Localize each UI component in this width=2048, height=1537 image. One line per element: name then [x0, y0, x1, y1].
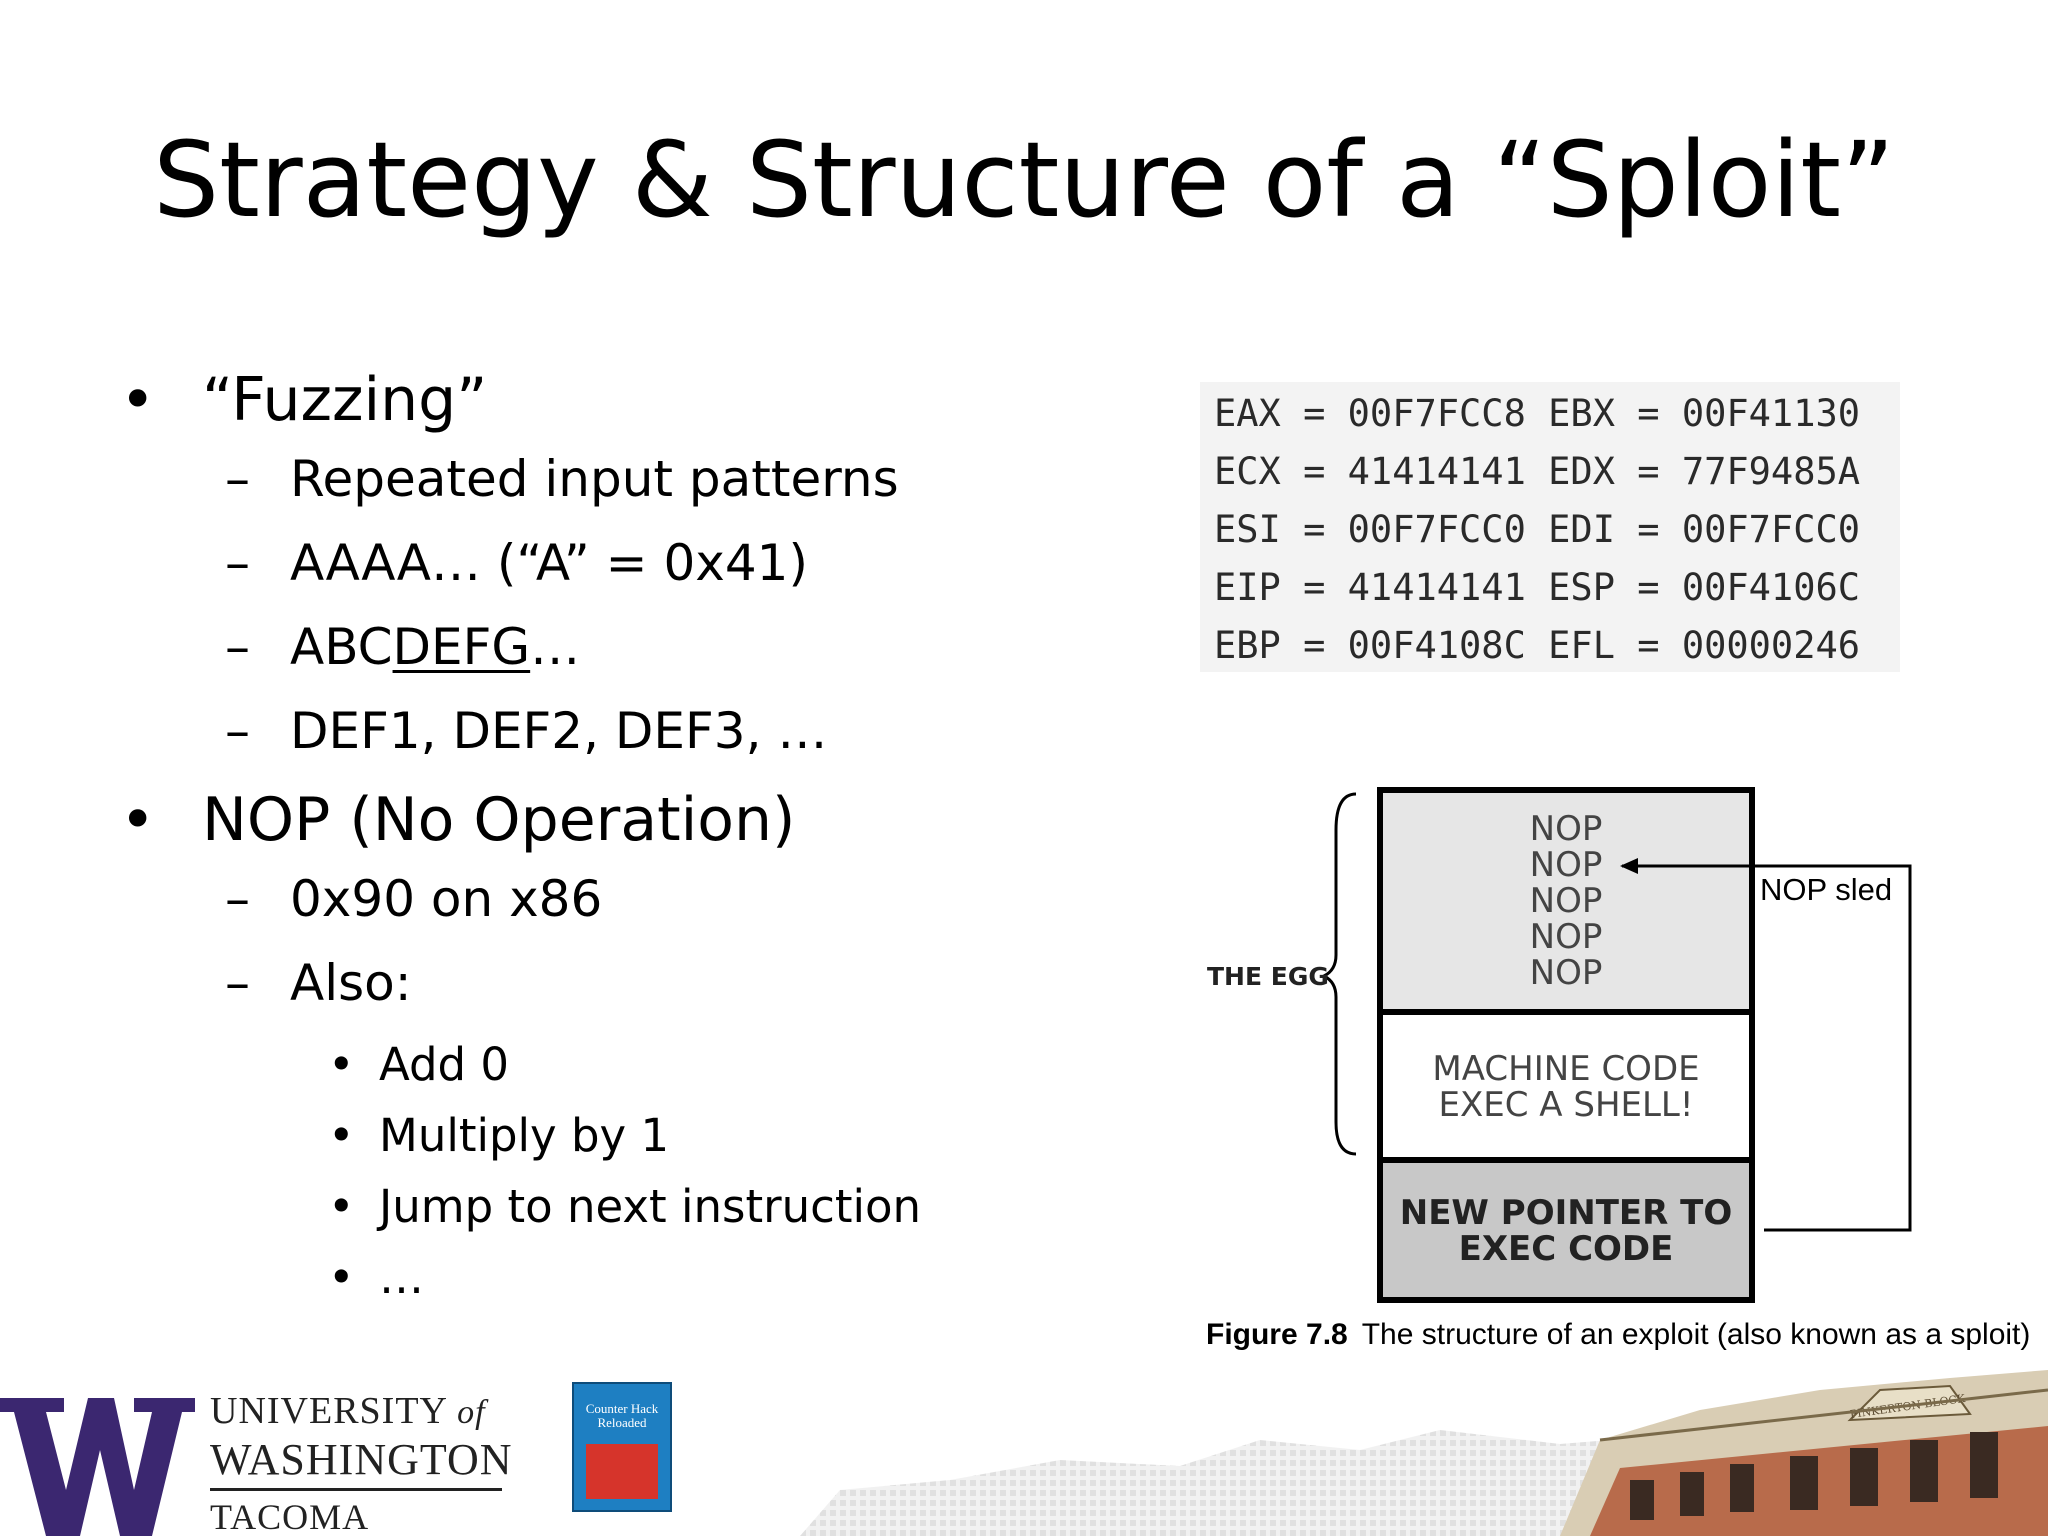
register-name: EFL	[1548, 624, 1615, 667]
slide-title: Strategy & Structure of a “Sploit”	[153, 119, 1895, 241]
sub-sub-bullet-ellipsis	[120, 1251, 1180, 1305]
footer-building-art	[800, 1370, 2048, 1536]
sub-sub-bullet-label: Add 0	[379, 1038, 510, 1091]
pointer-line: EXEC CODE	[1458, 1229, 1674, 1269]
register-name: EBX	[1548, 392, 1615, 435]
nop-line: NOP	[1529, 845, 1603, 885]
dash-marker: –	[225, 954, 250, 1012]
pinkerton-block-building-icon	[1560, 1370, 2048, 1536]
register-row: EIP = 41414141 ESP = 00F4106C	[1214, 566, 1861, 609]
sub-bullet-label: Also:	[290, 954, 412, 1012]
register-name: EDI	[1548, 508, 1615, 551]
register-value: 00F7FCC8	[1347, 392, 1526, 435]
register-row: EAX = 00F7FCC8 EBX = 00F41130	[1214, 392, 1861, 435]
underlined-defg: DEFG	[392, 618, 531, 676]
uw-w-logo-icon	[0, 1398, 195, 1536]
figure-caption	[1206, 1318, 2030, 1352]
sub-sub-bullet-jump	[120, 1180, 1180, 1234]
register-name: EAX	[1214, 392, 1281, 435]
register-value: 00000246	[1681, 624, 1861, 667]
figure-caption-text: The structure of an exploit (also known as a sploit)	[1361, 1318, 2031, 1351]
bullet-marker: •	[120, 785, 156, 855]
sub-sub-bullet-label: …	[379, 1251, 424, 1304]
nop-line: NOP	[1529, 917, 1603, 957]
nop-line: NOP	[1529, 953, 1603, 993]
uw-washington: WASHINGTON	[210, 1438, 502, 1491]
bullet-marker: •	[328, 1180, 355, 1233]
register-name: EBP	[1214, 624, 1281, 667]
nop-sled-label: NOP sled	[1760, 872, 1893, 907]
register-name: EDX	[1548, 450, 1615, 493]
uw-of: of	[457, 1394, 486, 1431]
dash-marker: –	[225, 450, 250, 508]
register-row: EBP = 00F4108C EFL = 00000246	[1214, 624, 1861, 667]
bullet-fuzzing	[120, 365, 1180, 435]
uw-university: UNIVERSITY	[210, 1390, 447, 1432]
sub-sub-bullet-multiply	[120, 1109, 1180, 1163]
register-name: ECX	[1214, 450, 1281, 493]
sub-bullet-label: 0x90 on x86	[290, 870, 603, 928]
bullet-marker: •	[328, 1109, 355, 1162]
egg-label: THE EGG	[1207, 962, 1329, 991]
dash-marker: –	[225, 618, 250, 676]
register-value: 00F7FCC0	[1681, 508, 1861, 551]
register-row: ECX = 41414141 EDX = 77F9485A	[1214, 450, 1861, 493]
uw-wordmark	[210, 1390, 513, 1537]
book-cover-art	[586, 1444, 658, 1499]
sub-bullet-label-abc: ABC	[290, 618, 393, 676]
faded-skyline	[800, 1430, 1700, 1536]
uw-tacoma: TACOMA	[210, 1497, 370, 1537]
book-cover	[572, 1382, 672, 1512]
bullet-marker: •	[328, 1251, 355, 1304]
figure-number: Figure 7.8	[1206, 1318, 1348, 1351]
bullet-list	[120, 365, 1180, 1326]
sub-sub-bullet-label: Jump to next instruction	[379, 1180, 922, 1233]
sub-sub-bullet-add-0	[120, 1038, 1180, 1092]
register-dump	[1200, 382, 1900, 672]
sub-bullet-label: DEF1, DEF2, DEF3, …	[290, 702, 828, 760]
sub-bullet-abcdefg	[120, 618, 1180, 678]
dash-marker: –	[225, 702, 250, 760]
sub-bullet-0x90	[120, 870, 1180, 930]
register-value: 00F41130	[1681, 392, 1861, 435]
nop-line: NOP	[1529, 809, 1603, 849]
register-value: 41414141	[1347, 450, 1526, 493]
sub-bullet-def-series	[120, 702, 1180, 762]
register-name: EIP	[1214, 566, 1281, 609]
register-value: 77F9485A	[1681, 450, 1861, 493]
bullet-nop	[120, 785, 1180, 855]
register-value: 00F7FCC0	[1347, 508, 1526, 551]
register-name: ESP	[1548, 566, 1615, 609]
register-value: 00F4108C	[1347, 624, 1526, 667]
sub-bullet-also	[120, 954, 1180, 1014]
bullet-marker: •	[120, 365, 156, 435]
sub-bullet-repeated-patterns	[120, 450, 1180, 510]
machine-code-line: MACHINE CODE	[1432, 1049, 1700, 1089]
dash-marker: –	[225, 870, 250, 928]
bullet-marker: •	[328, 1038, 355, 1091]
machine-code-line: EXEC A SHELL!	[1438, 1085, 1694, 1125]
ellipsis: …	[530, 618, 581, 676]
register-value: 41414141	[1347, 566, 1526, 609]
bullet-fuzzing-label: “Fuzzing”	[202, 365, 488, 435]
book-title: Counter Hack Reloaded	[585, 1401, 659, 1430]
bullet-nop-label: NOP (No Operation)	[202, 785, 796, 855]
sub-bullet-aaaa	[120, 534, 1180, 594]
sub-bullet-label: Repeated input patterns	[290, 450, 899, 508]
nop-line: NOP	[1529, 881, 1603, 921]
register-row: ESI = 00F7FCC0 EDI = 00F7FCC0	[1214, 508, 1861, 551]
register-name: ESI	[1214, 508, 1281, 551]
register-value: 00F4106C	[1681, 566, 1861, 609]
pointer-line: NEW POINTER TO	[1399, 1193, 1733, 1233]
exploit-structure-figure	[1180, 770, 1920, 1310]
dash-marker: –	[225, 534, 250, 592]
sub-bullet-label: AAAA… (“A” = 0x41)	[290, 534, 808, 592]
sub-sub-bullet-label: Multiply by 1	[379, 1109, 670, 1162]
